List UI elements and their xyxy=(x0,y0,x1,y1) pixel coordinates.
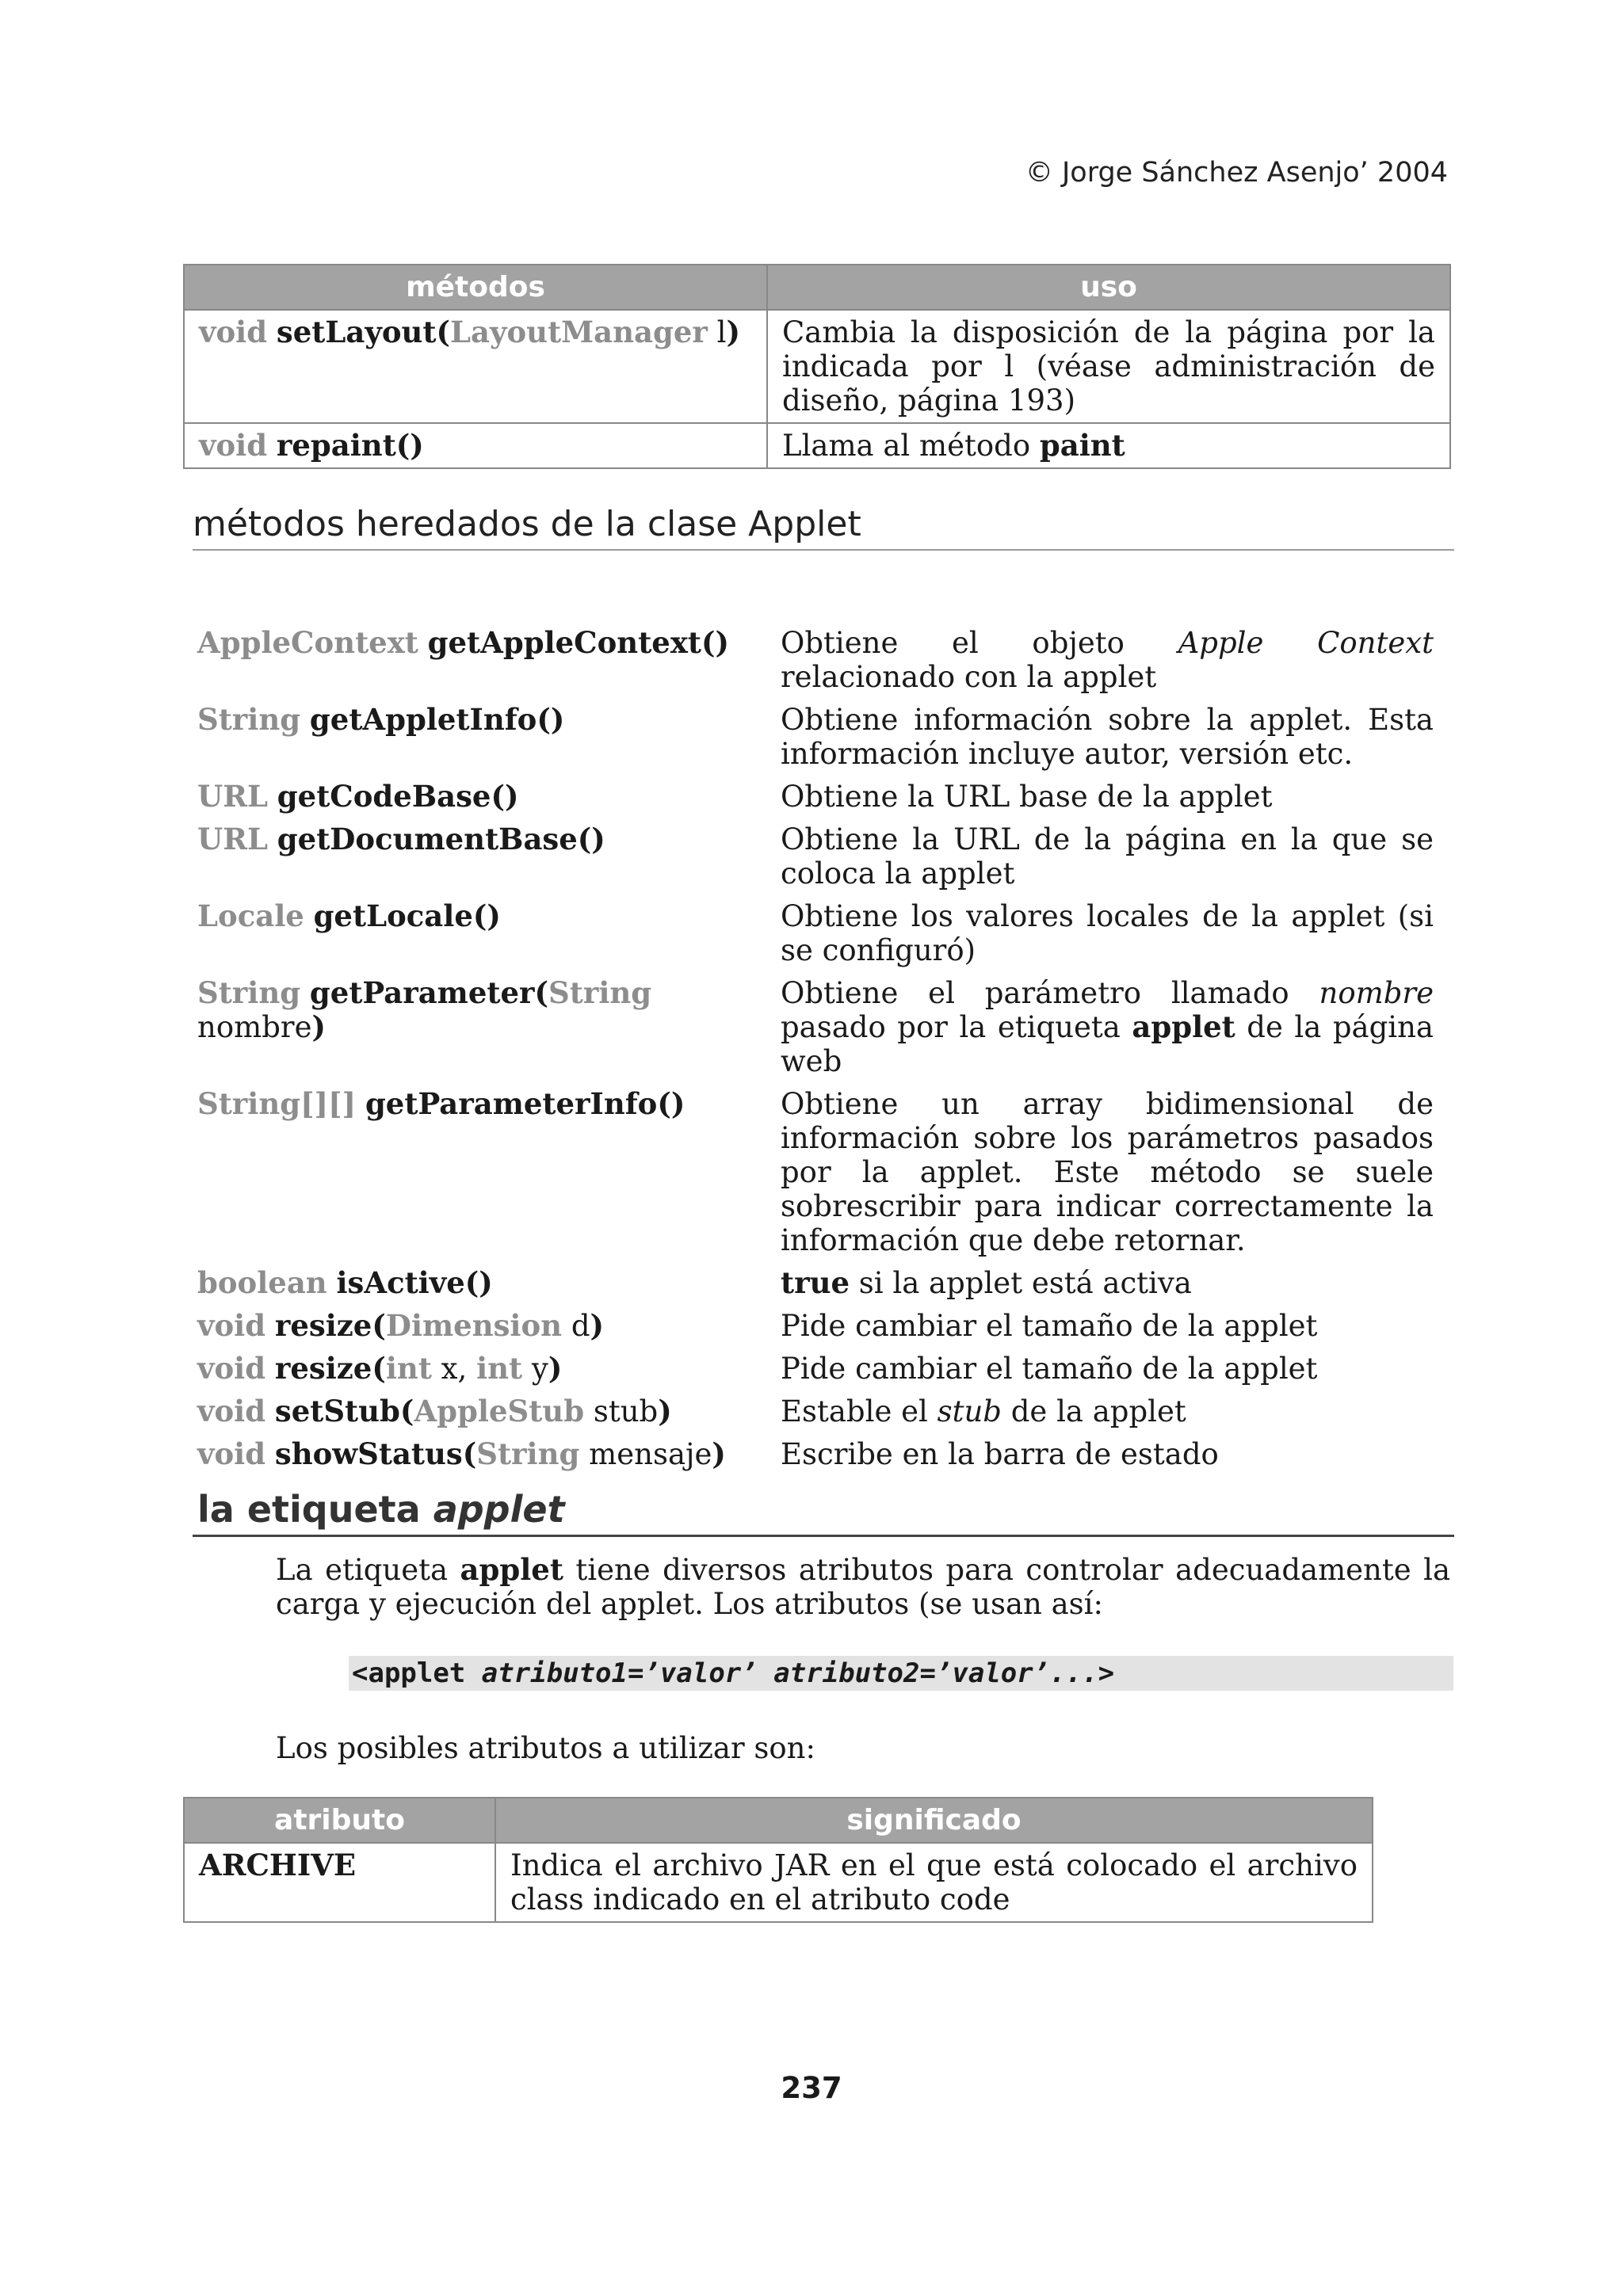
method-description: Escribe en la barra de estado xyxy=(781,1437,1219,1471)
method-description: Estable el stub de la applet xyxy=(781,1394,1186,1428)
method-description: Cambia la disposición de la página por la indicada por l (véase administración de diseño, página 193) xyxy=(767,310,1450,423)
page-number: 237 xyxy=(781,2071,842,2105)
attributes-table xyxy=(183,1797,1373,1923)
column-header-atributo: atributo xyxy=(184,1798,495,1843)
list-item xyxy=(197,822,1438,891)
method-description: Obtiene la URL de la página en la que se coloca la applet xyxy=(781,822,1434,891)
method-signature: AppleContext getAppleContext() xyxy=(197,625,729,660)
method-signature: boolean isActive() xyxy=(197,1265,493,1300)
attributes-intro: Los posibles atributos a utilizar son: xyxy=(276,1731,815,1765)
method-description: Pide cambiar el tamaño de la applet xyxy=(781,1352,1318,1386)
method-description: Obtiene un array bidimensional de información sobre los parámetros pasados por la applet. Este método se suele sobrescribir para indicar correctamente la información que debe retornar. xyxy=(781,1087,1434,1257)
list-item xyxy=(197,626,1438,694)
table-row xyxy=(184,1843,1373,1922)
list-item xyxy=(197,1437,1438,1471)
column-header-significado: significado xyxy=(495,1798,1373,1843)
method-description: true si la applet está activa xyxy=(781,1265,1192,1300)
method-description: Obtiene el parámetro llamado nombre pasado por la etiqueta applet de la página web xyxy=(781,976,1434,1078)
column-header-uso: uso xyxy=(767,265,1450,310)
list-item xyxy=(197,976,1438,1078)
list-item xyxy=(197,1266,1438,1300)
method-description: Obtiene los valores locales de la applet (si se configuró) xyxy=(781,899,1434,967)
list-item xyxy=(197,780,1438,814)
section-title: la etiqueta applet xyxy=(197,1488,565,1531)
method-signature: void repaint() xyxy=(184,423,767,468)
subsection-rule xyxy=(193,549,1454,551)
list-item xyxy=(197,1309,1438,1343)
list-item xyxy=(197,1352,1438,1386)
method-signature: String getAppletInfo() xyxy=(197,702,565,737)
method-signature: Locale getLocale() xyxy=(197,898,501,933)
section-rule xyxy=(193,1535,1454,1537)
copyright-header: © Jorge Sánchez Asenjo’ 2004 xyxy=(1025,157,1448,189)
method-signature: String[][] getParameterInfo() xyxy=(197,1086,685,1121)
column-header-metodos: métodos xyxy=(184,265,767,310)
method-description: Obtiene el objeto Apple Context relacionado con la applet xyxy=(781,626,1434,694)
attribute-description: Indica el archivo JAR en el que está colocado el archivo class indicado en el atributo code xyxy=(495,1843,1373,1922)
attribute-name: ARCHIVE xyxy=(184,1843,495,1922)
list-item xyxy=(197,899,1438,967)
method-signature: void resize(int x, int y) xyxy=(197,1351,563,1386)
methods-table xyxy=(183,264,1451,469)
subsection-title: métodos heredados de la clase Applet xyxy=(193,504,861,544)
code-example: <applet atributo1=’valor’ atributo2=’valor’...> xyxy=(349,1656,1453,1691)
method-signature: void setLayout(LayoutManager l) xyxy=(184,310,767,423)
method-description: Obtiene información sobre la applet. Esta información incluye autor, versión etc. xyxy=(781,703,1434,771)
method-signature: URL getCodeBase() xyxy=(197,779,519,814)
method-signature: void resize(Dimension d) xyxy=(197,1308,605,1343)
method-description: Llama al método paint xyxy=(767,423,1450,468)
method-signature: void showStatus(String mensaje) xyxy=(197,1436,726,1471)
table-row xyxy=(184,310,1450,423)
inherited-methods-list xyxy=(197,626,1438,1480)
list-item xyxy=(197,1087,1438,1257)
list-item xyxy=(197,1394,1438,1428)
intro-paragraph: La etiqueta applet tiene diversos atributos para controlar adecuadamente la carga y ejecución del applet. Los atributos (se usan así: xyxy=(276,1552,1451,1621)
method-description: Obtiene la URL base de la applet xyxy=(781,780,1273,814)
list-item xyxy=(197,703,1438,771)
table-row xyxy=(184,423,1450,468)
method-signature: String getParameter(String nombre) xyxy=(197,975,652,1044)
method-signature: URL getDocumentBase() xyxy=(197,822,605,856)
method-signature: void setStub(AppleStub stub) xyxy=(197,1394,672,1428)
method-description: Pide cambiar el tamaño de la applet xyxy=(781,1309,1318,1343)
